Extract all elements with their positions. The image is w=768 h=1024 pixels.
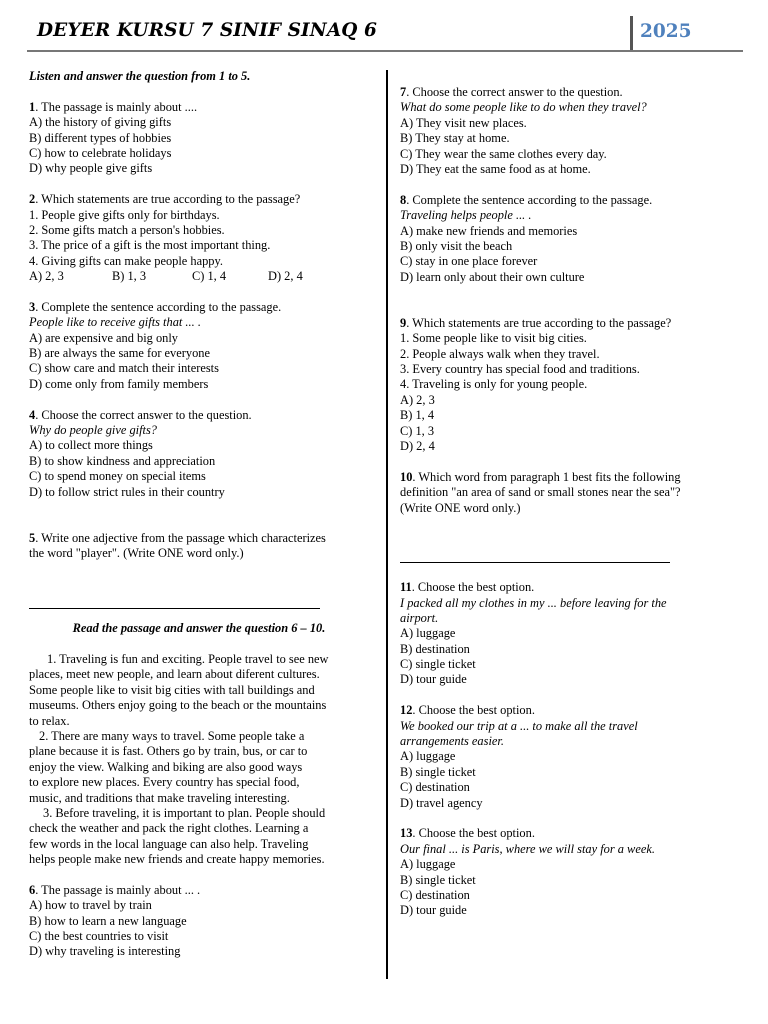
option-c: C) the best countries to visit bbox=[29, 929, 169, 944]
question-prompt-cont: arrangements easier. bbox=[400, 734, 504, 749]
option-c: C) 1, 3 bbox=[400, 423, 435, 438]
question-2 bbox=[29, 192, 381, 284]
question-number: 1 bbox=[29, 99, 36, 114]
passage-line: to explore new places. Every country has special food, bbox=[29, 775, 300, 790]
option-a: A) 2, 3 bbox=[400, 392, 435, 407]
option-a: A) how to travel by train bbox=[29, 898, 152, 913]
option-d: D) to follow strict rules in their country bbox=[29, 484, 225, 499]
option-a: A) They visit new places. bbox=[400, 115, 527, 130]
question-6 bbox=[29, 883, 381, 960]
passage-line: plane because it is fast. Others go by train, bus, or car to bbox=[29, 744, 308, 759]
left-column bbox=[29, 69, 381, 960]
question-4 bbox=[29, 408, 381, 500]
option-c: C) show care and match their interests bbox=[29, 361, 219, 376]
option-b: B) They stay at home. bbox=[400, 131, 510, 146]
page-title: DEYER KURSU 7 SINIF SINAQ 6 bbox=[37, 20, 377, 41]
question-number: 13 bbox=[400, 826, 413, 841]
question-prompt: We booked our trip at a ... to make all the travel bbox=[400, 718, 638, 733]
passage-line: Some people like to visit big cities with tall buildings and bbox=[29, 682, 315, 697]
option-c: C) destination bbox=[400, 780, 470, 795]
right-column bbox=[400, 85, 750, 919]
statement-4: 4. Giving gifts can make people happy. bbox=[29, 253, 223, 268]
option-a: A) the history of giving gifts bbox=[29, 115, 172, 130]
question-prompt: Why do people give gifts? bbox=[29, 422, 158, 437]
question-number: 3 bbox=[29, 299, 36, 314]
option-d: D) come only from family members bbox=[29, 376, 209, 391]
question-stem-cont: (Write ONE word only.) bbox=[400, 500, 521, 515]
question-3 bbox=[29, 300, 381, 392]
passage-line: 3. Before traveling, it is important to plan. People should bbox=[43, 805, 326, 820]
option-d: D) travel agency bbox=[400, 795, 483, 810]
question-stem: . Which statements are true according to the passage? bbox=[406, 315, 672, 330]
option-c: C) They wear the same clothes every day. bbox=[400, 146, 607, 161]
question-number: 4 bbox=[29, 407, 36, 422]
question-number: 8 bbox=[400, 192, 407, 207]
option-d: D) 2, 4 bbox=[268, 269, 303, 284]
option-a: A) to collect more things bbox=[29, 438, 153, 453]
option-b: B) destination bbox=[400, 641, 470, 656]
question-5 bbox=[29, 531, 381, 562]
option-c: C) to spend money on special items bbox=[29, 469, 206, 484]
passage-line: helps people make new friends and create happy memories. bbox=[29, 852, 325, 867]
question-stem: . Choose the best option. bbox=[412, 703, 535, 718]
column-divider bbox=[386, 70, 388, 979]
passage-line: to relax. bbox=[29, 713, 70, 728]
question-stem-cont: the word "player". (Write ONE word only.) bbox=[29, 546, 244, 561]
statement-1: 1. People give gifts only for birthdays. bbox=[29, 207, 220, 222]
exam-year: 2025 bbox=[640, 21, 692, 42]
question-number: 9 bbox=[400, 315, 407, 330]
question-number: 2 bbox=[29, 192, 36, 207]
question-number: 7 bbox=[400, 85, 407, 99]
statement-3: 3. The price of a gift is the most important thing. bbox=[29, 238, 271, 253]
option-b: B) how to learn a new language bbox=[29, 913, 187, 928]
question-prompt: Traveling helps people ... . bbox=[400, 208, 532, 223]
question-number: 10 bbox=[400, 469, 413, 484]
question-stem: . Complete the sentence according to the passage. bbox=[35, 299, 282, 314]
listening-instruction: Listen and answer the question from 1 to 5. bbox=[29, 69, 251, 83]
question-stem: . Choose the best option. bbox=[412, 826, 535, 841]
header-divider bbox=[630, 16, 633, 52]
question-prompt: People like to receive gifts that ... . bbox=[29, 315, 201, 330]
reading-instruction: Read the passage and answer the question 6 – 10. bbox=[72, 621, 326, 636]
option-c: C) 1, 4 bbox=[192, 269, 227, 284]
question-stem: . Choose the correct answer to the question. bbox=[406, 85, 623, 99]
question-9 bbox=[400, 316, 750, 455]
options-row bbox=[29, 269, 381, 284]
option-a: A) luggage bbox=[400, 626, 456, 641]
question-8 bbox=[400, 193, 750, 285]
option-b: B) 1, 3 bbox=[112, 269, 147, 284]
question-stem: . The passage is mainly about .... bbox=[35, 99, 198, 114]
option-b: B) 1, 4 bbox=[400, 408, 435, 423]
passage-line: places, meet new people, and learn about diferent cultures. bbox=[29, 667, 320, 682]
option-d: D) 2, 4 bbox=[400, 438, 435, 453]
question-number: 6 bbox=[29, 882, 36, 897]
option-d: D) tour guide bbox=[400, 903, 467, 918]
question-number: 11 bbox=[400, 580, 412, 595]
question-stem: . Which word from paragraph 1 best fits the following bbox=[412, 469, 681, 484]
statement-3: 3. Every country has special food and traditions. bbox=[400, 362, 640, 377]
option-b: B) only visit the beach bbox=[400, 238, 513, 253]
option-b: B) different types of hobbies bbox=[29, 130, 172, 145]
question-stem: . Choose the best option. bbox=[411, 580, 535, 595]
option-a: A) are expensive and big only bbox=[29, 330, 178, 345]
passage-line: 2. There are many ways to travel. Some people take a bbox=[39, 729, 305, 744]
question-number: 5 bbox=[29, 530, 36, 545]
question-prompt-cont: airport. bbox=[400, 610, 439, 625]
question-7 bbox=[400, 85, 750, 177]
reading-passage bbox=[29, 652, 381, 867]
passage-line: 1. Traveling is fun and exciting. People travel to see new bbox=[47, 652, 329, 667]
question-stem: . The passage is mainly about ... . bbox=[35, 882, 201, 897]
question-1 bbox=[29, 100, 381, 177]
option-d: D) why traveling is interesting bbox=[29, 944, 181, 959]
option-a: A) make new friends and memories bbox=[400, 223, 578, 238]
statement-1: 1. Some people like to visit big cities. bbox=[400, 331, 587, 346]
question-prompt: What do some people like to do when they travel? bbox=[400, 100, 647, 115]
statement-4: 4. Traveling is only for young people. bbox=[400, 377, 588, 392]
option-c: C) destination bbox=[400, 887, 470, 902]
question-12 bbox=[400, 703, 750, 811]
option-c: C) how to celebrate holidays bbox=[29, 145, 172, 160]
question-stem-cont: definition "an area of sand or small stones near the sea"? bbox=[400, 485, 681, 500]
option-b: B) to show kindness and appreciation bbox=[29, 453, 216, 468]
option-b: B) are always the same for everyone bbox=[29, 346, 210, 361]
option-a: A) 2, 3 bbox=[29, 269, 64, 284]
option-d: D) tour guide bbox=[400, 672, 467, 687]
statement-2: 2. People always walk when they travel. bbox=[400, 346, 600, 361]
option-c: C) stay in one place forever bbox=[400, 254, 538, 269]
option-b: B) single ticket bbox=[400, 764, 476, 779]
question-10 bbox=[400, 470, 750, 516]
statement-2: 2. Some gifts match a person's hobbies. bbox=[29, 222, 225, 237]
question-number: 12 bbox=[400, 703, 413, 718]
option-d: D) why people give gifts bbox=[29, 161, 153, 176]
option-a: A) luggage bbox=[400, 749, 456, 764]
passage-line: few words in the local language can also help. Traveling bbox=[29, 836, 309, 851]
question-stem: . Choose the correct answer to the question. bbox=[35, 407, 252, 422]
question-13 bbox=[400, 826, 750, 918]
question-prompt: Our final ... is Paris, where we will stay for a week. bbox=[400, 841, 655, 856]
passage-line: music, and traditions that make traveling interesting. bbox=[29, 790, 290, 805]
passage-line: check the weather and pack the right clothes. Learning a bbox=[29, 821, 309, 836]
question-prompt: I packed all my clothes in my ... before leaving for the bbox=[400, 595, 667, 610]
question-stem: . Which statements are true according to the passage? bbox=[35, 192, 301, 207]
option-c: C) single ticket bbox=[400, 657, 476, 672]
passage-line: enjoy the view. Walking and biking are also good ways bbox=[29, 759, 303, 774]
option-b: B) single ticket bbox=[400, 872, 476, 887]
option-d: D) learn only about their own culture bbox=[400, 269, 585, 284]
option-a: A) luggage bbox=[400, 857, 456, 872]
question-stem: . Write one adjective from the passage which characterizes bbox=[35, 530, 326, 545]
option-d: D) They eat the same food as at home. bbox=[400, 161, 591, 176]
question-stem: . Complete the sentence according to the passage. bbox=[406, 192, 653, 207]
header-rule bbox=[27, 50, 743, 52]
passage-line: museums. Others enjoy going to the beach or the mountains bbox=[29, 698, 327, 713]
question-11 bbox=[400, 580, 750, 688]
